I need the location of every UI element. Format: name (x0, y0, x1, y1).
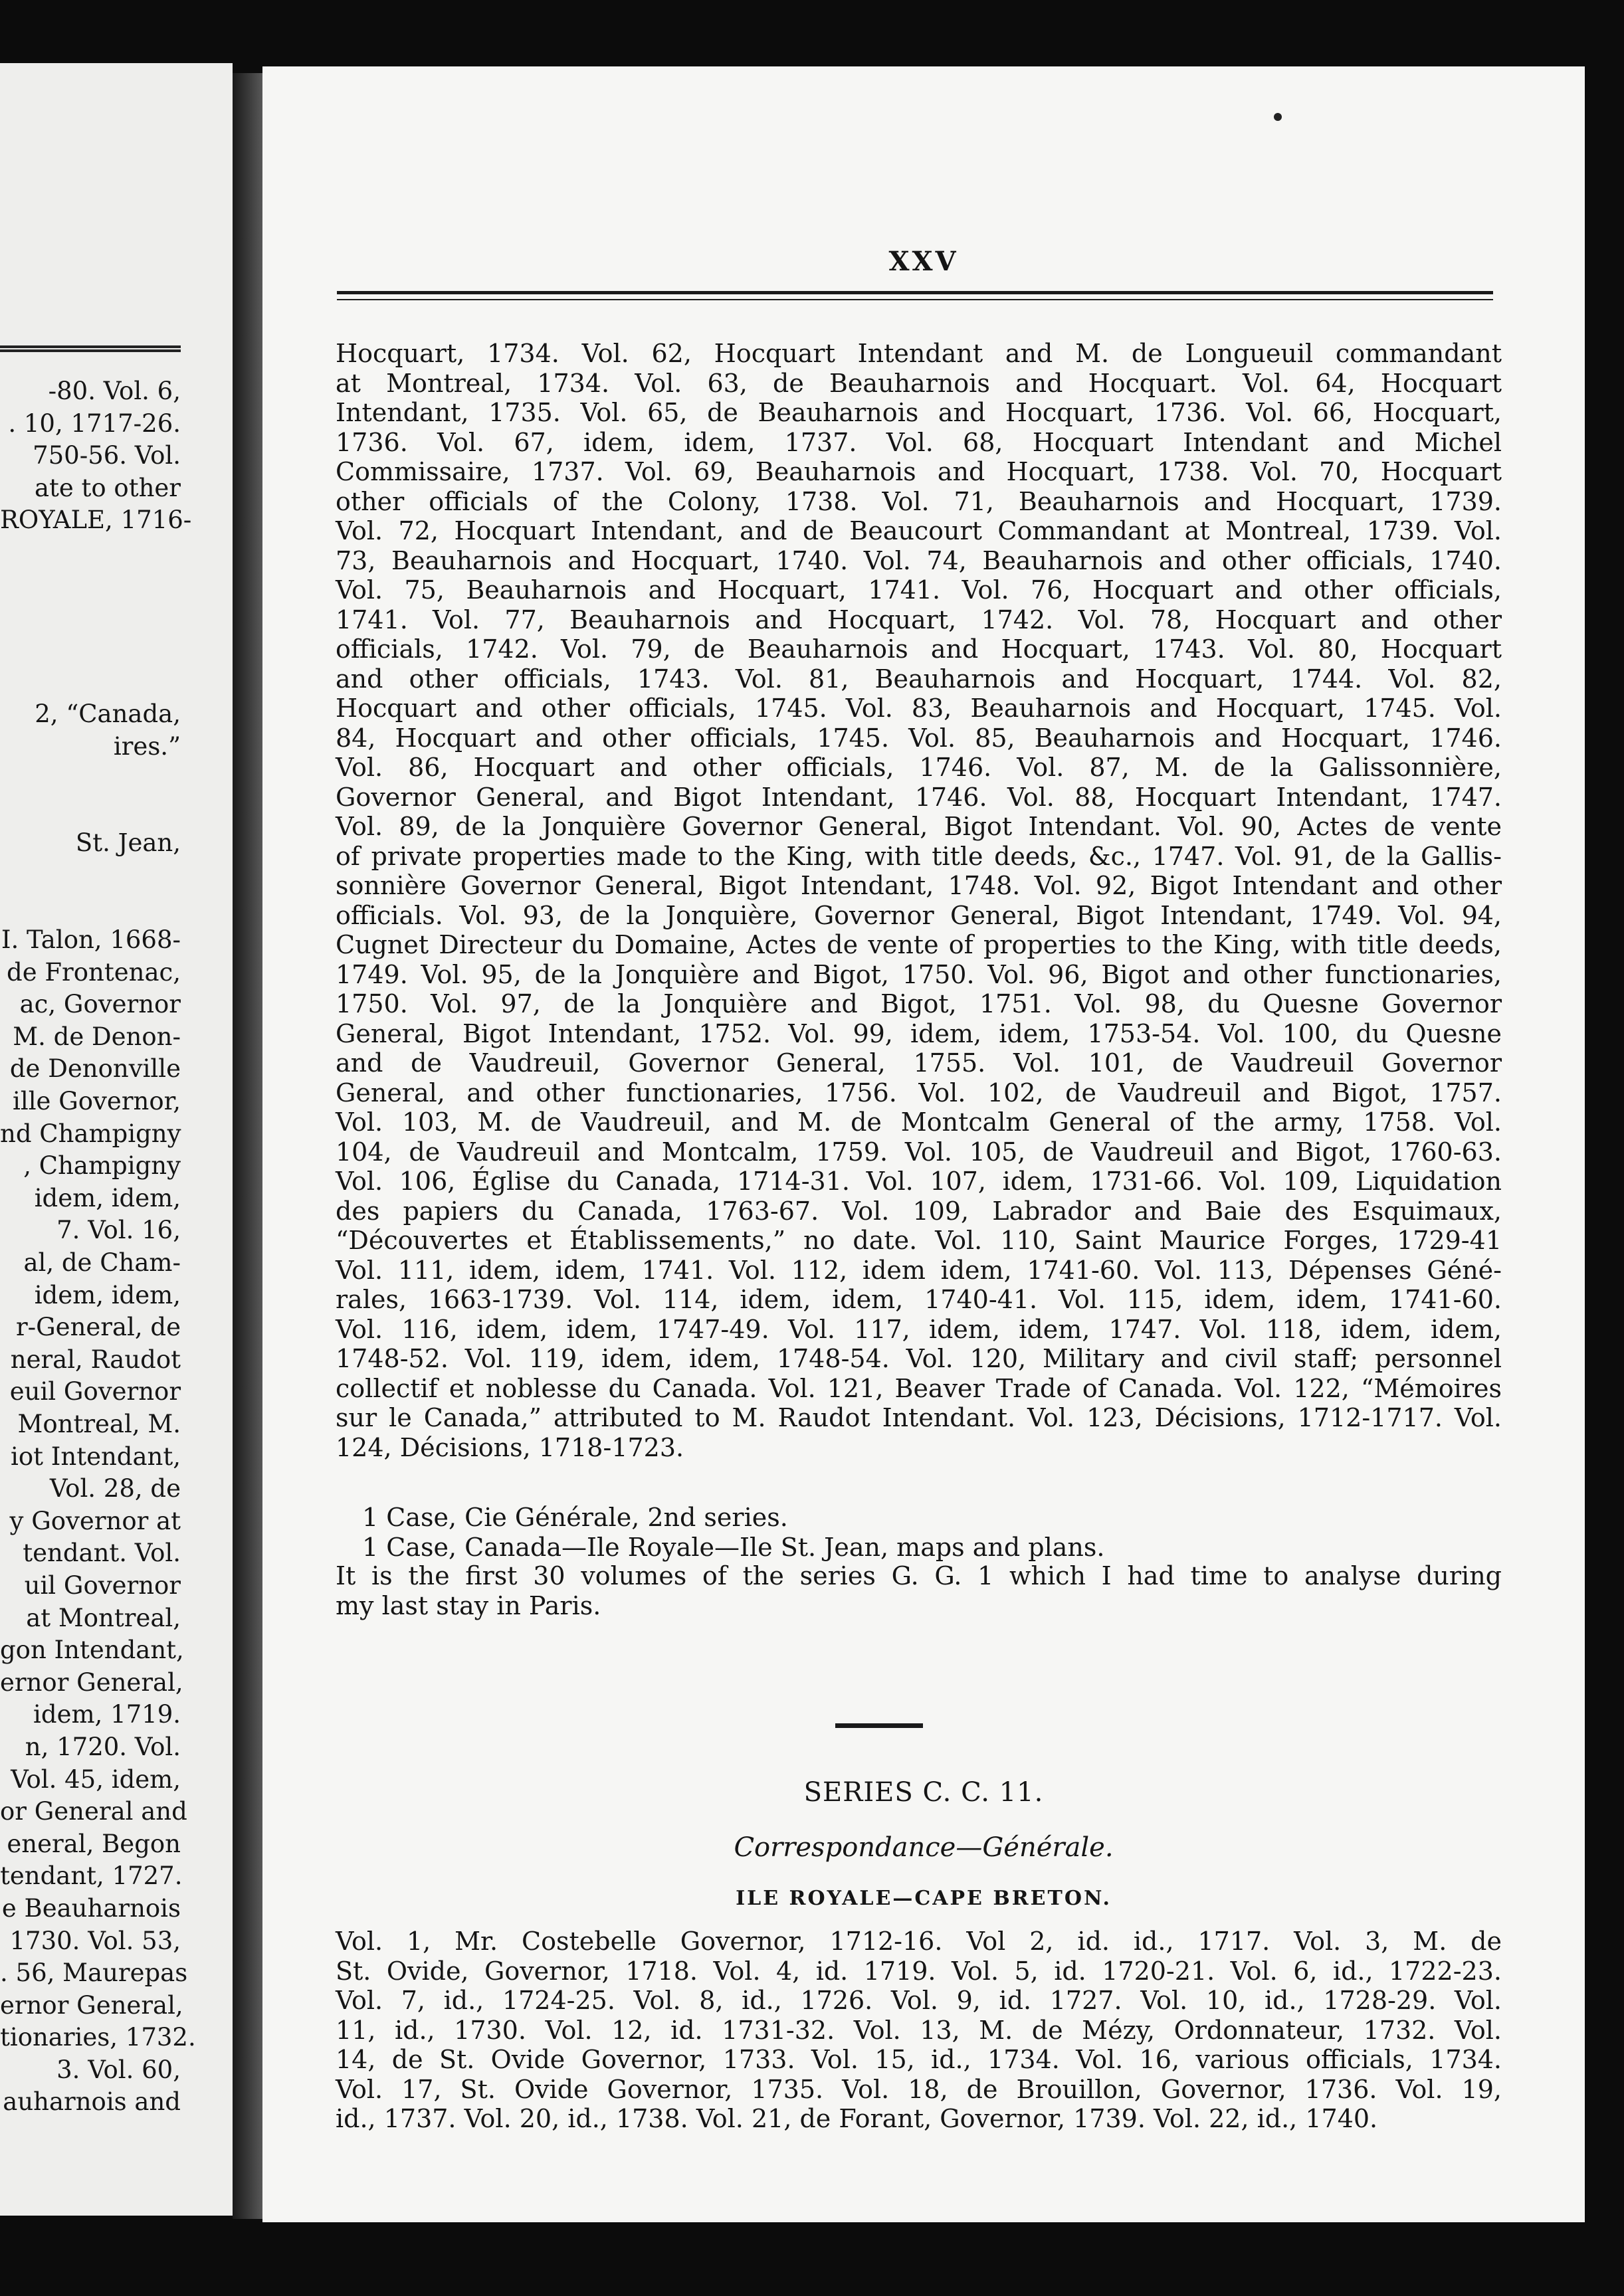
text-line: “Découvertes et Établissements,” no date. Vol. 110, Saint Maurice Forges, 1729-41 (336, 1226, 1502, 1255)
left-page-line: Montreal, M. (17, 1410, 181, 1438)
case-list (362, 1503, 1104, 1562)
left-page-line: Vol. 45, idem, (11, 1765, 181, 1794)
text-line: Cugnet Directeur du Domaine, Actes de vente of properties to the King, with title deeds, (336, 930, 1502, 959)
text-line: 1736. Vol. 67, idem, idem, 1737. Vol. 68, Hocquart Intendant and Michel (336, 427, 1502, 457)
left-page-line: auharnois and (3, 2087, 181, 2117)
text-line: General, Bigot Intendant, 1752. Vol. 99, idem, idem, 1753-54. Vol. 100, du Quesne (336, 1018, 1502, 1048)
left-page-line: . 56, Maurepas (0, 1959, 188, 1988)
left-page-line: neral, Raudot (10, 1345, 181, 1374)
left-page-line: 3. Vol. 60, (56, 2055, 181, 2084)
left-page-line: uil Governor (24, 1571, 181, 1600)
left-page-line: at Montreal, (26, 1603, 181, 1632)
left-page-header-rule (0, 345, 181, 352)
left-page-line: tendant. Vol. (23, 1539, 181, 1568)
text-line: Vol. 106, Église du Canada, 1714-31. Vol. 107, idem, 1731-66. Vol. 109, Liquidation (336, 1167, 1502, 1196)
left-page-line: e Beauharnois (1, 1893, 181, 1923)
left-page-line: idem, 1719. (33, 1700, 181, 1729)
left-page-line: euil Governor (9, 1377, 181, 1406)
text-line: Vol. 75, Beauharnois and Hocquart, 1741. Vol. 76, Hocquart and other officials, (336, 575, 1502, 605)
text-line: collectif et noblesse du Canada. Vol. 121, Beaver Trade of Canada. Vol. 122, “Mémoires (336, 1373, 1502, 1403)
text-line: officials, 1742. Vol. 79, de Beauharnois and Hocquart, 1743. Vol. 80, Hocquart (336, 634, 1502, 664)
left-page-line: idem, idem, (34, 1280, 181, 1309)
left-page-line: or General and (0, 1797, 187, 1826)
text-line: 14, de St. Ovide Governor, 1733. Vol. 15, id., 1734. Vol. 16, various officials, 1734. (336, 2045, 1502, 2074)
text-line: Vol. 72, Hocquart Intendant, and de Beaucourt Commandant at Montreal, 1739. Vol. (336, 516, 1502, 545)
left-page-line: idem, idem, (34, 1183, 181, 1212)
left-page-line: ate to other (34, 473, 181, 502)
left-page-line: al, de Cham- (23, 1248, 181, 1278)
left-page-line: 7. Vol. 16, (56, 1216, 181, 1245)
left-page-line: St. Jean, (75, 828, 181, 858)
text-line: 1750. Vol. 97, de la Jonquière and Bigot, 1751. Vol. 98, du Quesne Governor (336, 989, 1502, 1018)
main-page (262, 66, 1585, 2222)
text-line: 104, de Vaudreuil and Montcalm, 1759. Vol. 105, de Vaudreuil and Bigot, 1760-63. (336, 1137, 1502, 1167)
text-line: des papiers du Canada, 1763-67. Vol. 109, Labrador and Baie des Esquimaux, (336, 1196, 1502, 1226)
left-page-line: . 10, 1717-26. (8, 409, 181, 438)
left-page-line: Vol. 28, de (49, 1474, 181, 1503)
left-page-line: -80. Vol. 6, (48, 377, 181, 405)
text-line: rales, 1663-1739. Vol. 114, idem, idem, 1740-41. Vol. 115, idem, idem, 1741-60. (336, 1285, 1502, 1314)
left-page-line (0, 666, 181, 698)
text-line: Commissaire, 1737. Vol. 69, Beauharnois and Hocquart, 1738. Vol. 70, Hocquart (336, 457, 1502, 486)
text-line: Vol. 89, de la Jonquière Governor General, Bigot Intendant. Vol. 90, Actes de vente (336, 812, 1502, 841)
text-line: 1741. Vol. 77, Beauharnois and Hocquart, 1742. Vol. 78, Hocquart and other (336, 605, 1502, 634)
left-page-line: tionaries, 1732. (0, 2023, 196, 2052)
text-line: my last stay in Paris. (336, 1590, 601, 1620)
left-page-line: nd Champigny (0, 1119, 181, 1148)
text-line: Vol. 17, St. Ovide Governor, 1735. Vol. 18, de Brouillon, Governor, 1736. Vol. 19, (336, 2074, 1502, 2104)
text-line: Vol. 1, Mr. Costebelle Governor, 1712-16. Vol 2, id. id., 1717. Vol. 3, M. de (336, 1927, 1502, 1956)
text-line: Governor General, and Bigot Intendant, 1746. Vol. 88, Hocquart Intendant, 1747. (336, 782, 1502, 812)
left-page-line: 750-56. Vol. (33, 441, 181, 470)
paragraph-analysis-note (336, 1561, 1502, 1620)
left-page-line: , Champigny (23, 1151, 181, 1181)
left-page-line: M. de Denon- (13, 1022, 181, 1051)
left-page-line: eneral, Begon (7, 1829, 181, 1858)
text-line: 1748-52. Vol. 119, idem, idem, 1748-54. Vol. 120, Military and civil staff; personnel (336, 1344, 1502, 1373)
text-line: Intendant, 1735. Vol. 65, de Beauharnois and Hocquart, 1736. Vol. 66, Hocquart, (336, 398, 1502, 427)
left-page-line: gon Intendant, (0, 1636, 184, 1665)
left-page-line: ille Governor, (13, 1087, 181, 1116)
left-page-line: ernor General, (0, 1990, 183, 2020)
text-line: Vol. 7, id., 1724-25. Vol. 8, id., 1726. Vol. 9, id. 1727. Vol. 10, id., 1728-29. Vol. (336, 1986, 1502, 2015)
left-page-line (0, 569, 181, 602)
section-divider (835, 1723, 923, 1728)
paragraph-ile-royale-volumes (336, 1927, 1502, 2134)
section-title: ILE ROYALE—CAPE BRETON. (736, 1887, 1112, 1910)
text-line: 11, id., 1730. Vol. 12, id. 1731-32. Vol. 13, M. de Mézy, Ordonnateur, 1732. Vol. (336, 2015, 1502, 2045)
left-page-line (0, 601, 181, 634)
text-line: Hocquart, 1734. Vol. 62, Hocquart Intendant and M. de Longueuil commandant (336, 339, 1502, 368)
left-page-line (0, 860, 181, 892)
header-rule (337, 291, 1493, 300)
left-page-text (0, 375, 196, 2119)
left-facing-page (0, 63, 233, 2216)
series-title: SERIES C. C. 11. (803, 1777, 1044, 1808)
text-line: other officials of the Colony, 1738. Vol. 71, Beauharnois and Hocquart, 1739. (336, 486, 1502, 516)
text-line: and de Vaudreuil, Governor General, 1755. Vol. 101, de Vaudreuil Governor (336, 1048, 1502, 1078)
left-page-line: ires.” (113, 731, 181, 761)
text-line: Hocquart and other officials, 1745. Vol. 83, Beauharnois and Hocquart, 1745. Vol. (336, 694, 1502, 723)
left-page-line (0, 537, 181, 569)
text-line: id., 1737. Vol. 20, id., 1738. Vol. 21, de Forant, Governor, 1739. Vol. 22, id., 1740. (336, 2104, 1378, 2133)
ink-spot (1274, 113, 1282, 121)
left-page-line: tendant, 1727. (0, 1862, 183, 1891)
left-page-line (0, 892, 181, 925)
left-page-line: 1730. Vol. 53, (9, 1926, 181, 1955)
left-page-line (0, 763, 181, 795)
text-line: sur le Canada,” attributed to M. Raudot Intendant. Vol. 123, Décisions, 1712-1717. Vol. (336, 1403, 1502, 1432)
left-page-line: r-General, de (15, 1313, 181, 1342)
left-page-line: de Frontenac, (7, 957, 181, 987)
left-page-line: y Governor at (9, 1506, 181, 1535)
case-item: 1 Case, Cie Générale, 2nd series. (362, 1503, 788, 1532)
left-page-line: de Denonville (9, 1054, 181, 1084)
text-line: General, and other functionaries, 1756. Vol. 102, de Vaudreuil and Bigot, 1757. (336, 1078, 1502, 1107)
left-page-line: ROYALE, 1716- (0, 506, 192, 535)
text-line: Vol. 86, Hocquart and other officials, 1746. Vol. 87, M. de la Galissonnière, (336, 753, 1502, 782)
text-line: 124, Décisions, 1718-1723. (336, 1432, 684, 1462)
text-line: of private properties made to the King, with title deeds, &c., 1747. Vol. 91, de la Gallis- (336, 841, 1502, 871)
text-line: 1749. Vol. 95, de la Jonquière and Bigot, 1750. Vol. 96, Bigot and other functionaries, (336, 959, 1502, 989)
left-page-line: n, 1720. Vol. (25, 1732, 181, 1761)
left-page-line (0, 795, 181, 828)
left-page-line: I. Talon, 1668- (1, 925, 181, 955)
left-page-line: ac, Governor (19, 990, 181, 1019)
text-line: It is the first 30 volumes of the series G. G. 1 which I had time to analyse during (336, 1561, 1502, 1590)
case-item: 1 Case, Canada—Ile Royale—Ile St. Jean, maps and plans. (362, 1532, 1105, 1562)
text-line: 84, Hocquart and other officials, 1745. Vol. 85, Beauharnois and Hocquart, 1746. (336, 723, 1502, 753)
text-line: St. Ovide, Governor, 1718. Vol. 4, id. 1719. Vol. 5, id. 1720-21. Vol. 6, id., 1722-23. (336, 1956, 1502, 1986)
text-line: at Montreal, 1734. Vol. 63, de Beauharnois and Hocquart. Vol. 64, Hocquart (336, 368, 1502, 398)
text-line: Vol. 116, idem, idem, 1747-49. Vol. 117, idem, idem, 1747. Vol. 118, idem, idem, (336, 1314, 1502, 1344)
page-number: XXV (888, 246, 959, 277)
left-page-line: 2, “Canada, (35, 699, 181, 728)
text-line: Vol. 103, M. de Vaudreuil, and M. de Montcalm General of the army, 1758. Vol. (336, 1107, 1502, 1137)
left-page-line: ernor General, (0, 1668, 183, 1697)
text-line: Vol. 111, idem, idem, 1741. Vol. 112, idem idem, 1741-60. Vol. 113, Dépenses Géné- (336, 1255, 1502, 1285)
series-subtitle: Correspondance—Générale. (734, 1832, 1114, 1863)
text-line: and other officials, 1743. Vol. 81, Beauharnois and Hocquart, 1744. Vol. 82, (336, 664, 1502, 694)
text-line: sonnière Governor General, Bigot Intendant, 1748. Vol. 92, Bigot Intendant and other (336, 871, 1502, 900)
paragraph-volume-list (336, 339, 1502, 1462)
left-page-line: iot Intendant, (11, 1442, 181, 1471)
left-page-line (0, 634, 181, 666)
text-line: officials. Vol. 93, de la Jonquière, Governor General, Bigot Intendant, 1749. Vol. 94, (336, 900, 1502, 930)
text-line: 73, Beauharnois and Hocquart, 1740. Vol. 74, Beauharnois and other officials, 1740. (336, 545, 1502, 575)
